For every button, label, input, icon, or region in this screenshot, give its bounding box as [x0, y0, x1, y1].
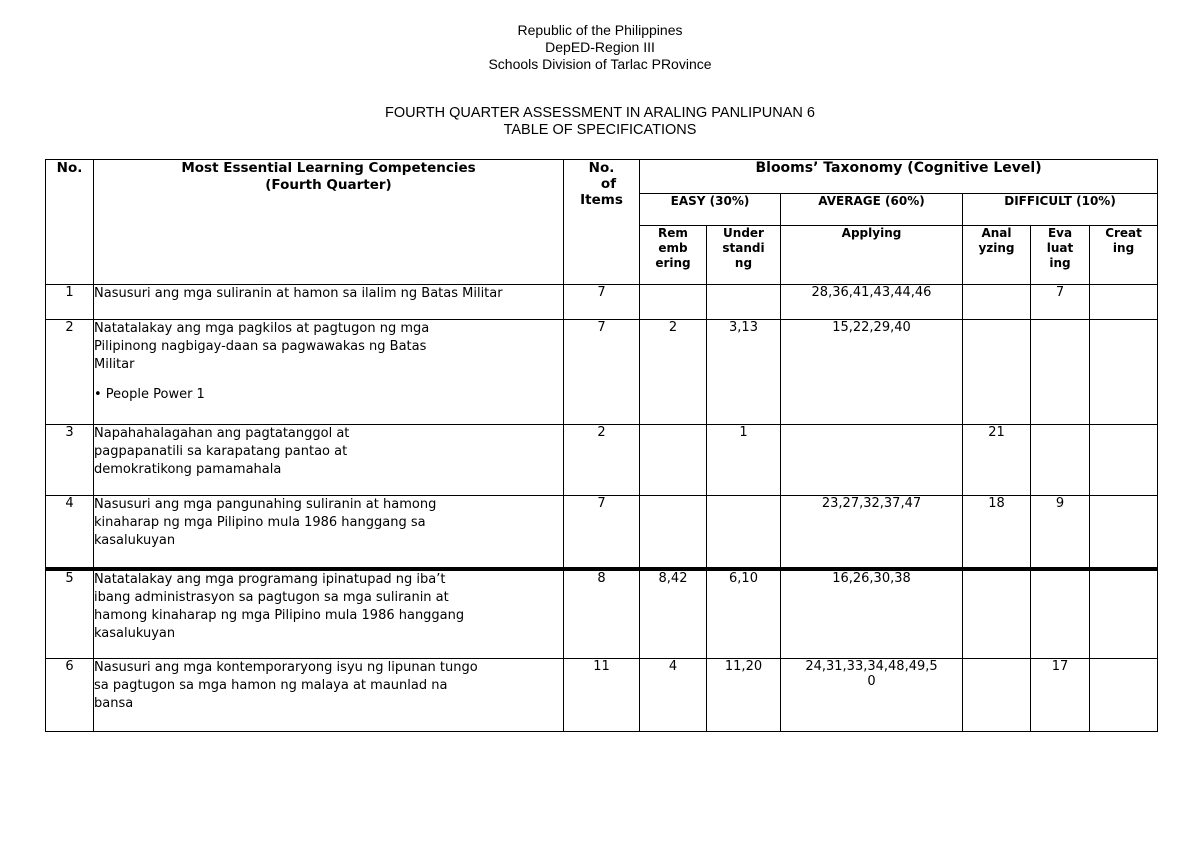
header-understanding-2: standi [722, 241, 765, 255]
row-creating [1090, 569, 1158, 659]
row-number: 2 [46, 320, 94, 425]
row-analyzing [963, 569, 1031, 659]
title-tos: TABLE OF SPECIFICATIONS [503, 122, 697, 138]
row-analyzing [963, 285, 1031, 320]
header-analyzing [963, 226, 1031, 285]
competency-line: sa pagtugon sa mga hamon ng malaya at maunlad na [94, 678, 448, 693]
row-remembering [640, 496, 707, 569]
row-applying [781, 496, 963, 569]
row-number: 4 [46, 496, 94, 569]
row-items: 7 [564, 320, 640, 425]
competency-line: kasalukuyan [94, 533, 176, 548]
header-competency-line2: (Fourth Quarter) [265, 177, 392, 193]
row-creating [1090, 320, 1158, 425]
row-creating [1090, 496, 1158, 569]
competency-line: demokratikong pamamahala [94, 462, 282, 477]
row-applying [781, 659, 963, 732]
row-analyzing [963, 320, 1031, 425]
row-understanding: 6,10 [707, 569, 781, 659]
row-remembering [640, 425, 707, 496]
row-competency [94, 569, 564, 659]
header-items-line1: No. [588, 160, 615, 176]
header-remembering-2: emb [658, 241, 688, 255]
table-row [46, 569, 1158, 659]
competency-line: Natatalakay ang mga pagkilos at pagtugon ng mga [94, 321, 430, 336]
header-applying: Applying [781, 226, 963, 285]
row-competency [94, 659, 564, 732]
header-evaluating-2: luat [1046, 241, 1074, 255]
header-remembering-1: Rem [658, 226, 688, 240]
row-understanding [707, 285, 781, 320]
header-items-line3: Items [580, 192, 623, 208]
competency-bullet: • People Power 1 [94, 387, 205, 402]
row-applying [781, 425, 963, 496]
header-understanding-1: Under [723, 226, 764, 240]
row-understanding [707, 496, 781, 569]
applying-line: 16,26,30,38 [832, 570, 911, 586]
header-region: DepED-Region III [545, 39, 655, 55]
row-competency [94, 496, 564, 569]
row-evaluating: 17 [1031, 659, 1090, 732]
header-republic: Republic of the Philippines [517, 22, 683, 38]
competency-line: ibang administrasyon sa pagtugon sa mga suliranin at [94, 589, 449, 605]
row-evaluating [1031, 320, 1090, 425]
header-no: No. [46, 160, 94, 285]
row-competency [94, 285, 564, 320]
title-assessment: FOURTH QUARTER ASSESSMENT IN ARALING PANLIPUNAN 6 [384, 105, 815, 121]
specifications-table [45, 159, 1158, 732]
applying-line: 23,27,32,37,47 [821, 496, 922, 511]
competency-line: hamong kinaharap ng mga Pilipino mula 1986 hanggang [94, 607, 465, 623]
table-row [46, 320, 1158, 425]
row-evaluating: 7 [1031, 285, 1090, 320]
competency-line: Nasusuri ang mga kontemporaryong isyu ng lipunan tungo [94, 660, 478, 675]
row-applying [781, 285, 963, 320]
competency-line: Nasusuri ang mga pangunahing suliranin at hamong [94, 497, 437, 512]
applying-line: 24,31,33,34,48,49,5 [805, 659, 938, 674]
row-creating [1090, 659, 1158, 732]
row-creating [1090, 425, 1158, 496]
header-evaluating-1: Eva [1047, 226, 1073, 240]
header-evaluating [1031, 226, 1090, 285]
row-applying [781, 320, 963, 425]
row-understanding: 11,20 [707, 659, 781, 732]
applying-line: 15,22,29,40 [832, 320, 911, 335]
header-items [564, 160, 640, 285]
row-competency [94, 320, 564, 425]
applying-line: 0 [867, 674, 876, 689]
header-average: AVERAGE (60%) [781, 194, 963, 226]
header-analyzing-2: yzing [978, 241, 1015, 255]
header-competency [94, 160, 564, 285]
row-understanding: 3,13 [707, 320, 781, 425]
row-remembering [640, 285, 707, 320]
table-row [46, 285, 1158, 320]
competency-line: Militar [94, 357, 135, 372]
row-remembering: 4 [640, 659, 707, 732]
competency-line: kinaharap ng mga Pilipino mula 1986 hanggang sa [94, 515, 426, 530]
document-title [0, 105, 1200, 139]
row-competency [94, 425, 564, 496]
header-remembering [640, 226, 707, 285]
header-difficult: DIFFICULT (10%) [963, 194, 1158, 226]
row-evaluating [1031, 569, 1090, 659]
row-items: 7 [564, 285, 640, 320]
header-evaluating-3: ing [1049, 256, 1071, 270]
row-creating [1090, 285, 1158, 320]
row-number: 1 [46, 285, 94, 320]
header-analyzing-1: Anal [981, 226, 1012, 240]
row-analyzing: 21 [963, 425, 1031, 496]
table-row [46, 496, 1158, 569]
competency-line: bansa [94, 696, 134, 711]
header-creating-2: ing [1112, 241, 1135, 255]
header-blooms: Blooms’ Taxonomy (Cognitive Level) [640, 160, 1158, 194]
header-understanding-3: ng [734, 256, 753, 270]
row-evaluating: 9 [1031, 496, 1090, 569]
header-understanding [707, 226, 781, 285]
competency-line: Nasusuri ang mga suliranin at hamon sa ilalim ng Batas Militar [94, 286, 503, 301]
applying-line: 28,36,41,43,44,46 [811, 285, 932, 300]
row-number: 5 [46, 569, 94, 659]
row-analyzing: 18 [963, 496, 1031, 569]
table-row [46, 659, 1158, 732]
header-items-line2: of [600, 176, 617, 192]
header-easy: EASY (30%) [640, 194, 781, 226]
competency-line: Pilipinong nagbigay-daan sa pagwawakas ng Batas [94, 339, 427, 354]
table-row [46, 425, 1158, 496]
row-understanding: 1 [707, 425, 781, 496]
header-creating-1: Creat [1105, 226, 1142, 240]
row-items: 2 [564, 425, 640, 496]
row-evaluating [1031, 425, 1090, 496]
row-items: 11 [564, 659, 640, 732]
header-division: Schools Division of Tarlac PRovince [488, 56, 712, 72]
competency-line: pagpapanatili sa karapatang pantao at [94, 444, 348, 459]
row-remembering: 8,42 [640, 569, 707, 659]
header-competency-line1: Most Essential Learning Competencies [181, 160, 476, 176]
header-creating [1090, 226, 1158, 285]
row-number: 3 [46, 425, 94, 496]
row-items: 7 [564, 496, 640, 569]
row-remembering: 2 [640, 320, 707, 425]
competency-line: Natatalakay ang mga programang ipinatupad ng iba’t [94, 571, 446, 587]
row-number: 6 [46, 659, 94, 732]
header-remembering-3: ering [655, 256, 691, 270]
row-applying [781, 569, 963, 659]
competency-line: Napahahalagahan ang pagtatanggol at [94, 426, 350, 441]
document-header [0, 22, 1200, 73]
competency-line: kasalukuyan [94, 625, 176, 641]
row-analyzing [963, 659, 1031, 732]
row-items: 8 [564, 569, 640, 659]
